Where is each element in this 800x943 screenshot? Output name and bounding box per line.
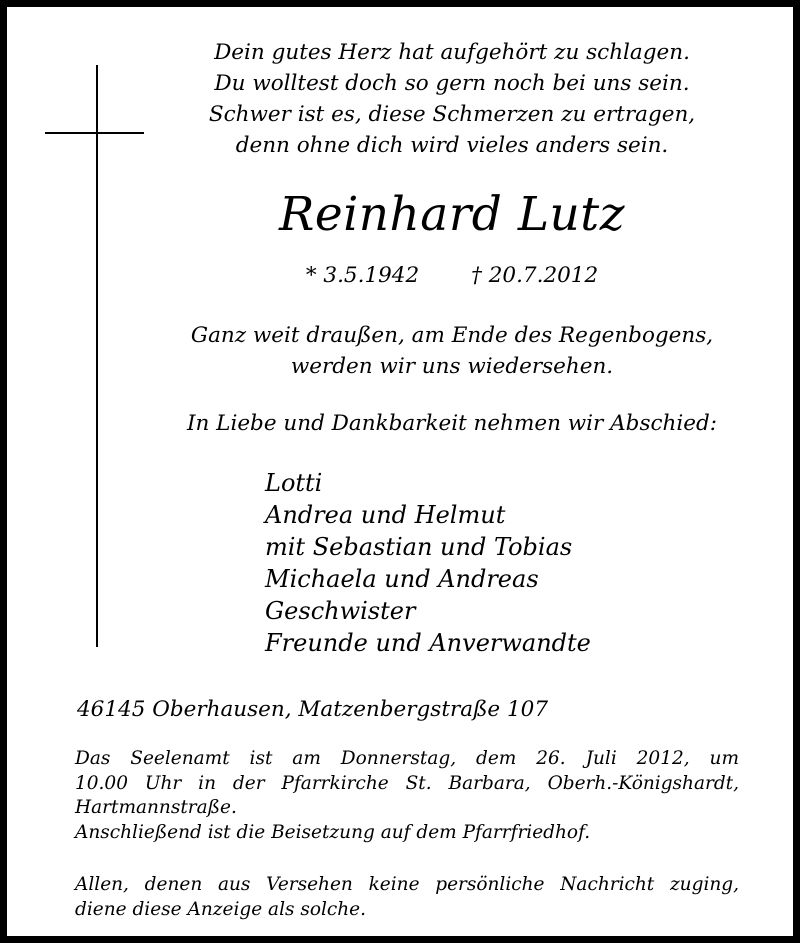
rainbow-quote <box>127 320 777 382</box>
closing-note <box>75 873 739 922</box>
farewell-line: In Liebe und Dankbarkeit nehmen wir Abschied: <box>187 411 717 436</box>
funeral-notice <box>75 747 739 845</box>
mourner-entry: Freunde und Anverwandte <box>265 629 591 657</box>
mourner-entry: mit Sebastian und Tobias <box>265 533 573 561</box>
notice-line: Anschließend ist die Beisetzung auf dem Pfarrfriedhof. <box>75 821 591 843</box>
birth-date: * 3.5.1942 <box>305 263 420 288</box>
cross-icon-horizontal-bar <box>45 132 144 134</box>
mourner-entry: Michaela und Andreas <box>265 565 539 593</box>
quote-line: Ganz weit draußen, am Ende des Regenbogens, <box>190 323 714 348</box>
mourners-list <box>265 467 591 659</box>
closing-line: Allen, denen aus Versehen keine persönliche Nachricht zuging, <box>75 874 739 895</box>
family-address: 46145 Oberhausen, Matzenbergstraße 107 <box>77 697 549 722</box>
poem-line: Schwer ist es, diese Schmerzen zu ertragen, <box>208 102 696 127</box>
deceased-name: Reinhard Lutz <box>279 187 625 242</box>
quote-line: werden wir uns wiedersehen. <box>290 354 614 379</box>
notice-line: Das Seelenamt ist am Donnerstag, dem 26. Juli 2012, um <box>75 748 739 769</box>
poem-line: Du wolltest doch so gern noch bei uns sein. <box>214 71 690 96</box>
cross-icon-vertical-bar <box>96 65 98 647</box>
poem-line: denn ohne dich wird vieles anders sein. <box>235 133 669 158</box>
mourner-entry: Geschwister <box>265 597 416 625</box>
mourner-entry: Lotti <box>265 469 323 497</box>
mourner-entry: Andrea und Helmut <box>265 501 506 529</box>
life-dates <box>147 261 757 291</box>
poem-line: Dein gutes Herz hat aufgehört zu schlagen. <box>214 40 690 65</box>
memorial-poem <box>147 37 757 161</box>
death-date: † 20.7.2012 <box>471 263 599 288</box>
notice-line: Hartmannstraße. <box>75 797 237 818</box>
notice-line: 10.00 Uhr in der Pfarrkirche St. Barbara, Oberh.-Königshardt, <box>75 772 739 794</box>
closing-line: diene diese Anzeige als solche. <box>75 898 367 920</box>
